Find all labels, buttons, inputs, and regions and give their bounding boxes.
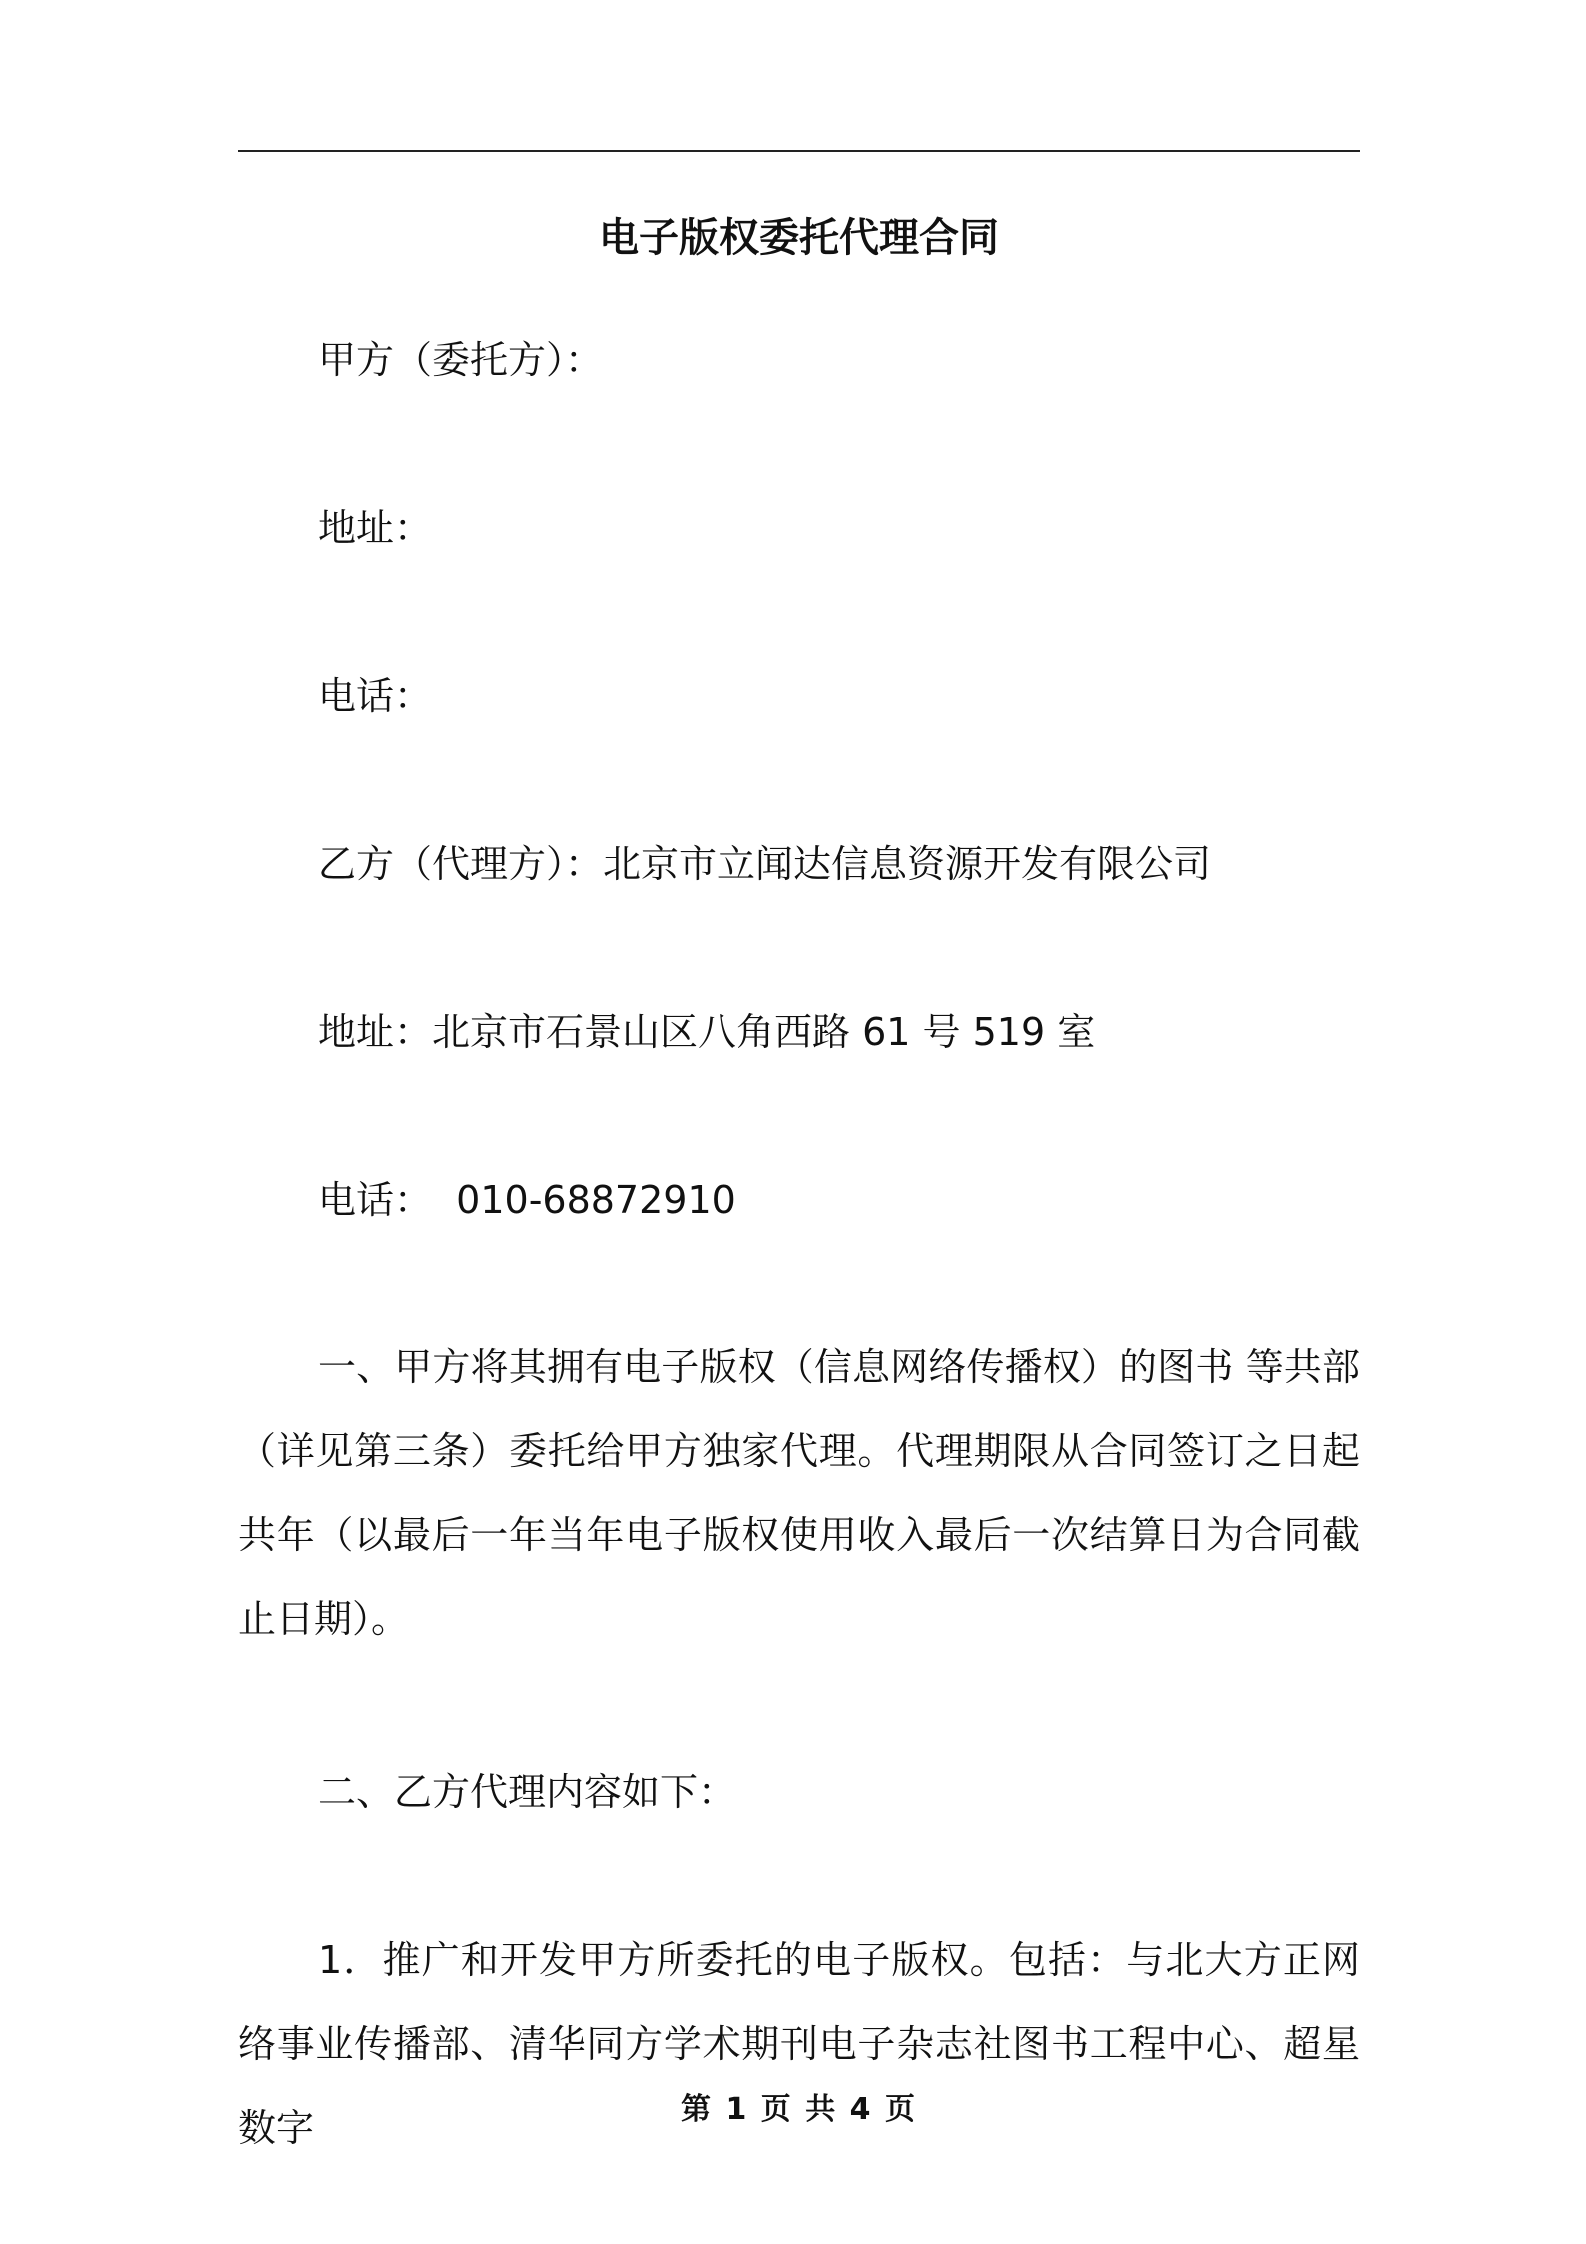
party-b-address: 地址：北京市石景山区八角西路 61 号 519 室	[318, 1010, 1096, 1054]
party-b-label: 乙方（代理方）：北京市立闻达信息资源开发有限公司	[318, 842, 1212, 886]
page-footer: 第 1 页 共 4 页	[681, 2092, 917, 2127]
party-b-phone: 电话： 010-68872910	[318, 1178, 736, 1222]
party-a-phone: 电话：	[318, 674, 433, 718]
clause-two-heading: 二、乙方代理内容如下：	[318, 1770, 737, 1814]
clause-one: 一、甲方将其拥有电子版权（信息网络传播权）的图书 等共部（详见第三条）委托给甲方独家代理。代理期限从合同签订之日起共年（以最后一年当年电子版权使用收入最后一次结算日为合同截止日期）。	[238, 1345, 1360, 1641]
document-title: 电子版权委托代理合同	[599, 215, 999, 261]
party-a-label: 甲方（委托方）：	[318, 338, 604, 382]
clause-two-item-1: 1．推广和开发甲方所委托的电子版权。包括：与北大方正网络事业传播部、清华同方学术期刊电子杂志社图书工程中心、超星数字	[238, 1938, 1360, 2150]
party-a-address: 地址：	[318, 506, 433, 550]
header-rule	[238, 150, 1360, 152]
